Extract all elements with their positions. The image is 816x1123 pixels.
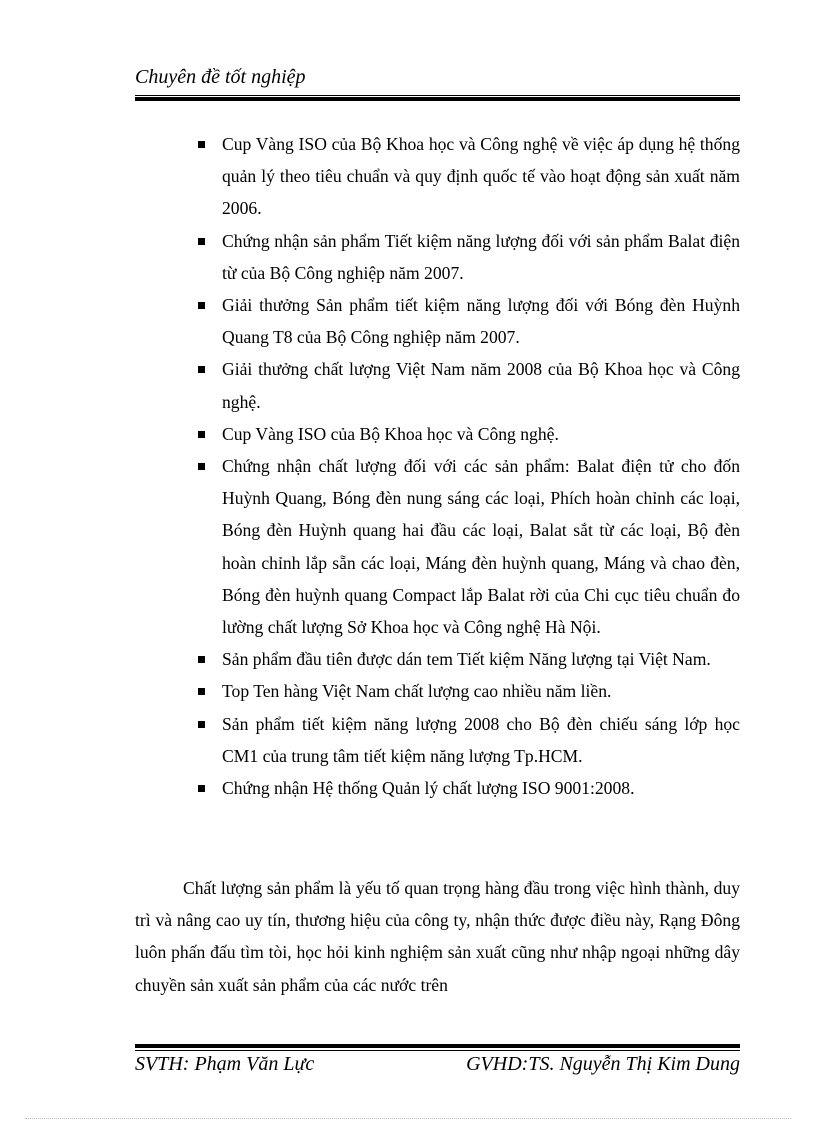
list-item xyxy=(196,225,740,289)
list-item xyxy=(196,643,740,675)
bullet-square-icon xyxy=(198,688,205,695)
list-item xyxy=(196,708,740,772)
list-item-text: Chứng nhận chất lượng đối với các sản phẩm: Balat điện tử cho đốn Huỳnh Quang, Bóng đèn nung sáng các loại, Phích hoàn chỉnh các loại, Bóng đèn Huỳnh quang hai đầu các loại, Balat sắt từ các loại, Bộ đèn hoàn chỉnh lắp sẵn các loại, Máng đèn huỳnh quang, Máng và chao đèn, Bóng đèn huỳnh quang Compact lắp Balat rời của Chi cục tiêu chuẩn đo lường chất lượng Sở Khoa học và Công nghệ Hà Nội. xyxy=(222,456,740,638)
bullet-square-icon xyxy=(198,431,205,438)
list-item xyxy=(196,675,740,707)
bullet-square-icon xyxy=(198,302,205,309)
footer-advisor: GVHD:TS. Nguyễn Thị Kim Dung xyxy=(466,1053,740,1075)
bullet-square-icon xyxy=(198,238,205,245)
bullet-square-icon xyxy=(198,656,205,663)
list-item-text: Chứng nhận Hệ thống Quản lý chất lượng ISO 9001:2008. xyxy=(222,778,635,799)
list-item-text: Sản phẩm tiết kiệm năng lượng 2008 cho Bộ đèn chiếu sáng lớp học CM1 của trung tâm tiết kiệm năng lượng Tp.HCM. xyxy=(222,713,740,766)
list-item xyxy=(196,128,740,225)
list-item xyxy=(196,450,740,643)
list-item-text: Top Ten hàng Việt Nam chất lượng cao nhiều năm liền. xyxy=(222,681,612,702)
bullet-square-icon xyxy=(198,141,205,148)
footer-rule-thin xyxy=(135,1050,740,1051)
list-item-text: Chứng nhận sản phẩm Tiết kiệm năng lượng đối với sản phẩm Balat điện từ của Bộ Công nghiệp năm 2007. xyxy=(222,230,740,283)
list-item-text: Sản phẩm đầu tiên được dán tem Tiết kiệm Năng lượng tại Việt Nam. xyxy=(222,649,711,670)
header-title: Chuyên đề tốt nghiệp xyxy=(135,66,306,88)
list-item-text: Cup Vàng ISO của Bộ Khoa học và Công nghệ về việc áp dụng hệ thống quản lý theo tiêu chuẩn và quy định quốc tế vào hoạt động sản xuất năm 2006. xyxy=(222,134,740,219)
bullet-square-icon xyxy=(198,785,205,792)
bullet-square-icon xyxy=(198,721,205,728)
body-paragraph: Chất lượng sản phẩm là yếu tố quan trọng hàng đầu trong việc hình thành, duy trì và nâng cao uy tín, thương hiệu của công ty, nhận thức được điều này, Rạng Đông luôn phấn đấu tìm tòi, học hỏi kinh nghiệm sản xuất cũng như nhập ngoại những dây chuyền sản xuất sản phẩm của các nước trên xyxy=(135,878,740,995)
page-edge-divider xyxy=(25,1118,791,1119)
footer-student: SVTH: Phạm Văn Lực xyxy=(135,1053,315,1075)
list-item-text: Giải thưởng chất lượng Việt Nam năm 2008 của Bộ Khoa học và Công nghệ. xyxy=(222,359,740,412)
footer-rule-thick xyxy=(135,1044,740,1048)
list-item xyxy=(196,772,740,804)
header-rule-thin xyxy=(135,95,740,96)
list-item xyxy=(196,418,740,450)
list-item-text: Cup Vàng ISO của Bộ Khoa học và Công nghệ. xyxy=(222,423,559,444)
list-item xyxy=(196,289,740,353)
list-item xyxy=(196,353,740,417)
list-item-text: Giải thưởng Sản phẩm tiết kiệm năng lượng đối với Bóng đèn Huỳnh Quang T8 của Bộ Công nghiệp năm 2007. xyxy=(222,295,740,348)
bullet-square-icon xyxy=(198,366,205,373)
header-rule-thick xyxy=(135,97,740,101)
bullet-square-icon xyxy=(198,463,205,470)
achievement-list xyxy=(196,128,740,804)
